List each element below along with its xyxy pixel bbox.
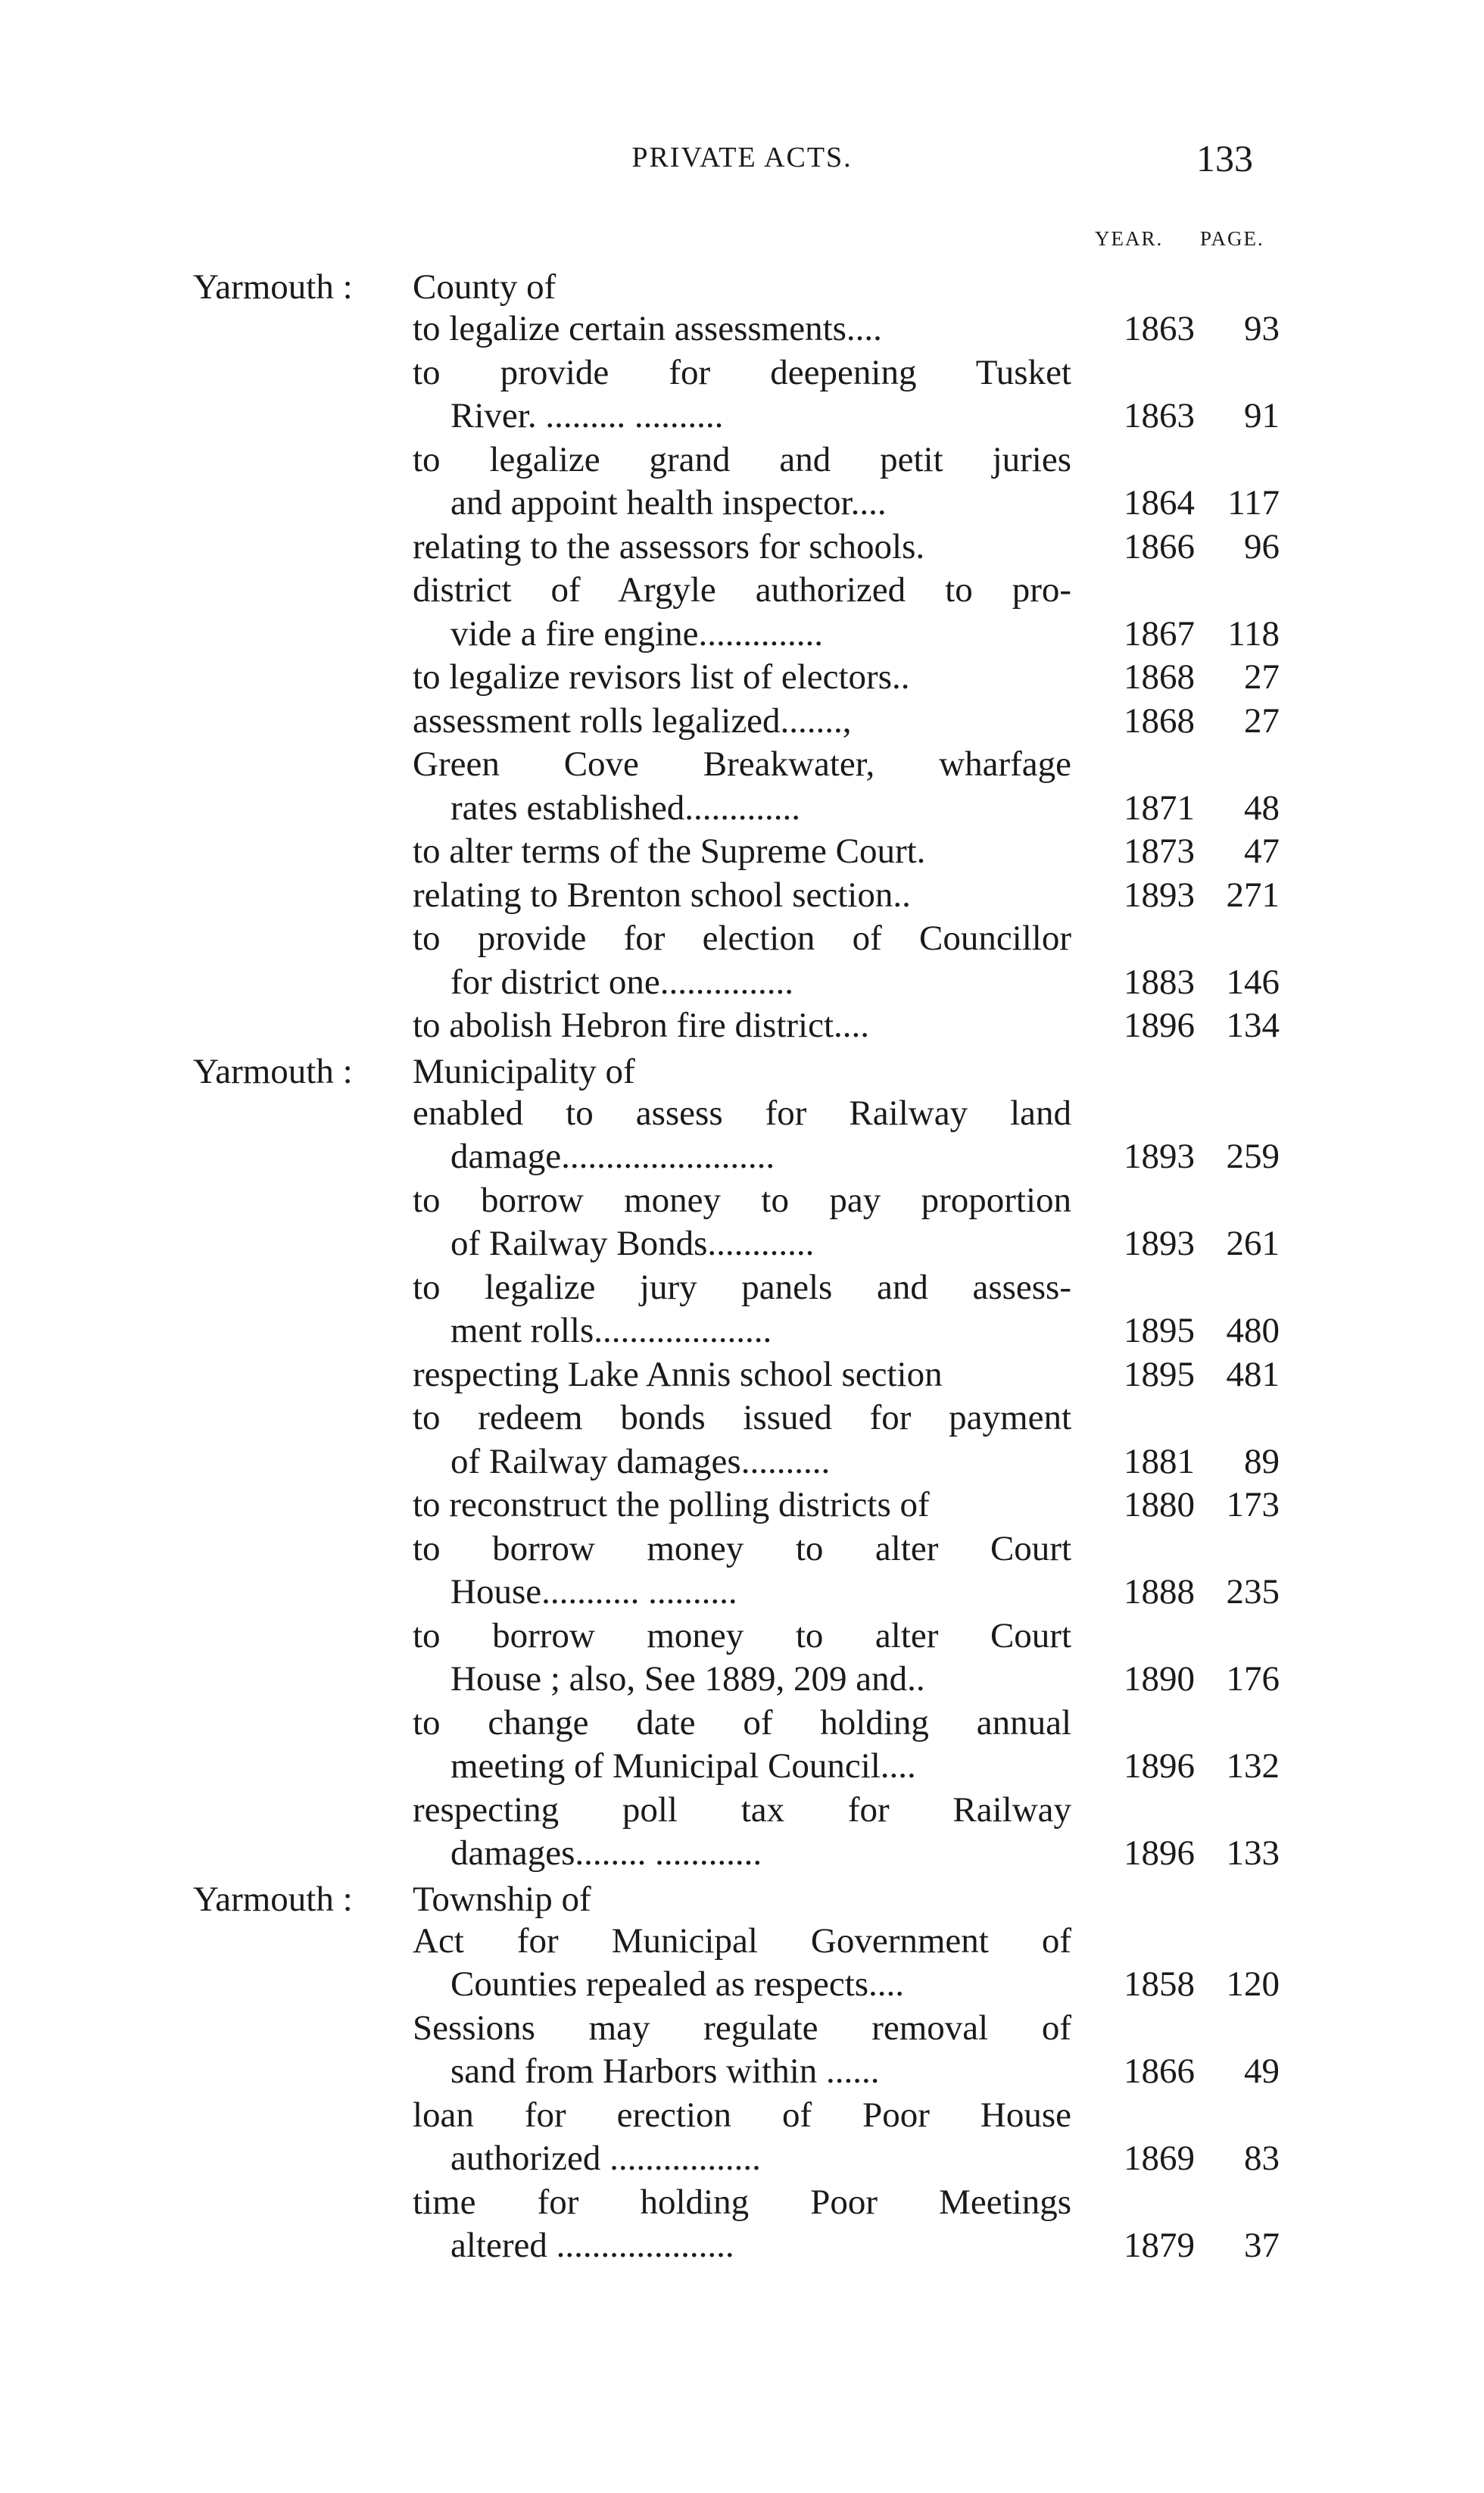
entry-line	[0, 1571, 1484, 1615]
entry-page: 261	[1226, 1224, 1280, 1263]
section-name: Yarmouth :	[193, 267, 353, 307]
running-head	[0, 136, 1484, 189]
section-name: Yarmouth :	[193, 1879, 353, 1919]
entry-year: 1879	[1124, 2226, 1195, 2265]
index-entry	[0, 2094, 1484, 2181]
entry-text: to alter terms of the Supreme Court.	[413, 832, 926, 871]
entry-text: to abolish Hebron fire district....	[413, 1006, 870, 1045]
entry-line	[0, 1745, 1484, 1789]
entry-text: relating to the assessors for schools.	[413, 526, 925, 566]
entry-year: 1868	[1124, 657, 1195, 697]
entry-line	[0, 2007, 1484, 2051]
entry-text: River. ......... ..........	[450, 396, 724, 435]
entry-page: 120	[1226, 1964, 1280, 2004]
entry-year: 1868	[1124, 700, 1195, 741]
entry-year: 1895	[1124, 1354, 1195, 1394]
entry-line	[0, 2137, 1484, 2181]
section-subtitle: County of	[413, 267, 556, 307]
entry-line	[0, 1615, 1484, 1658]
entry-page: 47	[1244, 832, 1280, 871]
index-entry	[0, 1702, 1484, 1789]
entry-text: to redeem bonds issued for payment	[413, 1398, 1071, 1437]
entry-text: Sessions may regulate removal of	[413, 2008, 1071, 2048]
entry-line	[0, 438, 1484, 482]
entry-text: and appoint health inspector....	[450, 483, 887, 523]
entry-text: House........... ..........	[450, 1572, 737, 1612]
index-entry	[0, 2181, 1484, 2268]
index-entry	[0, 526, 1484, 569]
entry-year: 1888	[1124, 1572, 1195, 1612]
entry-text: to provide for election of Councillor	[413, 919, 1071, 958]
index-entry	[0, 830, 1484, 874]
entry-page: 173	[1226, 1485, 1280, 1524]
index-body	[0, 264, 1484, 2268]
index-entry	[0, 569, 1484, 656]
entry-line	[0, 1092, 1484, 1136]
entry-text: of Railway Bonds............	[450, 1224, 815, 1263]
page-number: 133	[1196, 137, 1253, 179]
section-name: Yarmouth :	[193, 1051, 353, 1091]
index-entry	[0, 1396, 1484, 1484]
entry-year: 1893	[1124, 1137, 1195, 1176]
entry-text: meeting of Municipal Council....	[450, 1746, 916, 1786]
entry-line	[0, 613, 1484, 657]
entry-text: to reconstruct the polling districts of	[413, 1485, 930, 1524]
entry-text: to legalize grand and petit juries	[413, 439, 1071, 479]
entry-line	[0, 395, 1484, 438]
entry-text: to borrow money to pay proportion	[413, 1180, 1071, 1220]
entry-year: 1873	[1124, 832, 1195, 871]
entry-line	[0, 1222, 1484, 1266]
entry-text: authorized .................	[450, 2139, 761, 2178]
entry-line	[0, 830, 1484, 874]
column-headers	[0, 227, 1484, 257]
entry-page: 93	[1244, 309, 1280, 348]
entry-page: 118	[1227, 613, 1280, 654]
entry-text: relating to Brenton school section..	[413, 875, 911, 915]
entry-text: assessment rolls legalized.......,	[413, 700, 852, 741]
entry-year: 1896	[1124, 1833, 1195, 1873]
entry-line	[0, 2050, 1484, 2094]
index-entry	[0, 700, 1484, 744]
entry-text: enabled to assess for Railway land	[413, 1093, 1071, 1133]
entry-line	[0, 1179, 1484, 1223]
entry-text: altered ....................	[450, 2226, 734, 2265]
entry-page: 132	[1226, 1746, 1280, 1786]
entry-page: 83	[1244, 2139, 1280, 2178]
entry-text: respecting Lake Annis school section	[413, 1354, 943, 1394]
entry-page: 271	[1226, 875, 1280, 915]
entry-line	[0, 482, 1484, 526]
entry-page: 146	[1226, 962, 1280, 1002]
index-entry	[0, 1266, 1484, 1353]
entry-year: 1896	[1124, 1746, 1195, 1786]
entry-line	[0, 1484, 1484, 1527]
index-entry	[0, 2007, 1484, 2094]
entry-year: 1867	[1124, 613, 1195, 654]
year-column-header: YEAR.	[1095, 227, 1164, 250]
section-heading	[0, 1048, 1484, 1092]
entry-line	[0, 874, 1484, 918]
entry-year: 1893	[1124, 875, 1195, 915]
entry-line	[0, 787, 1484, 831]
index-entry	[0, 743, 1484, 830]
entry-line	[0, 1135, 1484, 1179]
entry-page: 89	[1244, 1441, 1280, 1481]
entry-year: 1869	[1124, 2139, 1195, 2178]
entry-line	[0, 569, 1484, 613]
entry-line	[0, 351, 1484, 395]
entry-page: 117	[1227, 483, 1280, 523]
section-subtitle: Municipality of	[413, 1051, 635, 1091]
entry-line	[0, 526, 1484, 569]
entry-text: Counties repealed as respects....	[450, 1964, 905, 2004]
entry-page: 48	[1244, 788, 1280, 828]
entry-line	[0, 1396, 1484, 1440]
entry-line	[0, 307, 1484, 351]
entry-page: 480	[1226, 1311, 1280, 1350]
entry-page: 133	[1226, 1833, 1280, 1873]
entry-year: 1866	[1124, 526, 1195, 566]
entry-line	[0, 1309, 1484, 1353]
entry-line	[0, 961, 1484, 1005]
entry-page: 259	[1226, 1137, 1280, 1176]
entry-year: 1863	[1124, 309, 1195, 348]
entry-text: rates established.............	[450, 788, 801, 828]
entry-line	[0, 1266, 1484, 1310]
index-entry	[0, 1353, 1484, 1397]
entry-text: to borrow money to alter Court	[413, 1528, 1071, 1568]
entry-line	[0, 656, 1484, 700]
index-entry	[0, 874, 1484, 918]
entry-text: damages........ ............	[450, 1833, 762, 1873]
entry-line	[0, 2224, 1484, 2268]
entry-line	[0, 1702, 1484, 1746]
section-heading	[0, 1876, 1484, 1920]
entry-page: 96	[1244, 526, 1280, 566]
entry-text: loan for erection of Poor House	[413, 2095, 1071, 2135]
index-entry	[0, 917, 1484, 1004]
index-entry	[0, 1527, 1484, 1615]
entry-page: 235	[1226, 1572, 1280, 1612]
entry-page: 27	[1244, 700, 1280, 741]
entry-text: to legalize revisors list of electors..	[413, 657, 910, 697]
entry-page: 176	[1226, 1659, 1280, 1699]
entry-year: 1858	[1124, 1964, 1195, 2004]
section-heading	[0, 264, 1484, 307]
entry-line	[0, 1963, 1484, 2007]
index-entry	[0, 1092, 1484, 1179]
entry-year: 1880	[1124, 1485, 1195, 1524]
entry-year: 1866	[1124, 2051, 1195, 2091]
index-entry	[0, 1004, 1484, 1048]
entry-line	[0, 1658, 1484, 1702]
index-entry	[0, 1789, 1484, 1876]
entry-line	[0, 1832, 1484, 1876]
entry-text: vide a fire engine..............	[450, 613, 824, 654]
entry-text: House ; also, See 1889, 209 and..	[450, 1659, 925, 1699]
entry-line	[0, 1353, 1484, 1397]
entry-text: sand from Harbors within ......	[450, 2051, 880, 2091]
index-entry	[0, 1484, 1484, 1527]
entry-line	[0, 1440, 1484, 1484]
entry-text: district of Argyle authorized to pro-	[413, 570, 1071, 610]
entry-text: to borrow money to alter Court	[413, 1615, 1071, 1655]
entry-line	[0, 1920, 1484, 1964]
entry-year: 1895	[1124, 1311, 1195, 1350]
index-entry	[0, 1920, 1484, 2007]
entry-line	[0, 1789, 1484, 1833]
entry-line	[0, 1527, 1484, 1571]
entry-line	[0, 2181, 1484, 2225]
entry-year: 1863	[1124, 396, 1195, 435]
entry-text: Green Cove Breakwater, wharfage	[413, 744, 1071, 784]
entry-text: for district one...............	[450, 962, 793, 1002]
index-entry	[0, 307, 1484, 351]
entry-line	[0, 917, 1484, 961]
index-entry	[0, 656, 1484, 700]
entry-text: to legalize certain assessments....	[413, 309, 882, 348]
page-title: PRIVATE ACTS.	[631, 142, 853, 173]
entry-text: to legalize jury panels and assess-	[413, 1267, 1071, 1307]
entry-year: 1881	[1124, 1441, 1195, 1481]
entry-line	[0, 700, 1484, 744]
entry-line	[0, 2094, 1484, 2138]
entry-line	[0, 743, 1484, 787]
entry-text: to provide for deepening Tusket	[413, 352, 1071, 392]
entry-line	[0, 1004, 1484, 1048]
entry-year: 1864	[1124, 483, 1195, 523]
index-entry	[0, 351, 1484, 438]
entry-page: 134	[1226, 1006, 1280, 1045]
entry-text: ment rolls....................	[450, 1311, 772, 1350]
entry-text: to change date of holding annual	[413, 1702, 1071, 1743]
entry-year: 1871	[1124, 788, 1195, 828]
entry-year: 1893	[1124, 1224, 1195, 1263]
entry-year: 1896	[1124, 1006, 1195, 1045]
entry-year: 1883	[1124, 962, 1195, 1002]
entry-page: 37	[1244, 2226, 1280, 2265]
entry-page: 49	[1244, 2051, 1280, 2091]
entry-page: 91	[1244, 396, 1280, 435]
entry-text: damage........................	[450, 1137, 775, 1176]
entry-page: 481	[1226, 1354, 1280, 1394]
page-column-header: PAGE.	[1200, 227, 1264, 250]
entry-text: respecting poll tax for Railway	[413, 1789, 1071, 1830]
entry-year: 1890	[1124, 1659, 1195, 1699]
entry-text: of Railway damages..........	[450, 1441, 831, 1481]
section-subtitle: Township of	[413, 1879, 591, 1919]
entry-page: 27	[1244, 657, 1280, 697]
entry-text: time for holding Poor Meetings	[413, 2182, 1071, 2222]
index-entry	[0, 438, 1484, 526]
entry-text: Act for Municipal Government of	[413, 1920, 1071, 1961]
index-entry	[0, 1615, 1484, 1702]
index-entry	[0, 1179, 1484, 1266]
